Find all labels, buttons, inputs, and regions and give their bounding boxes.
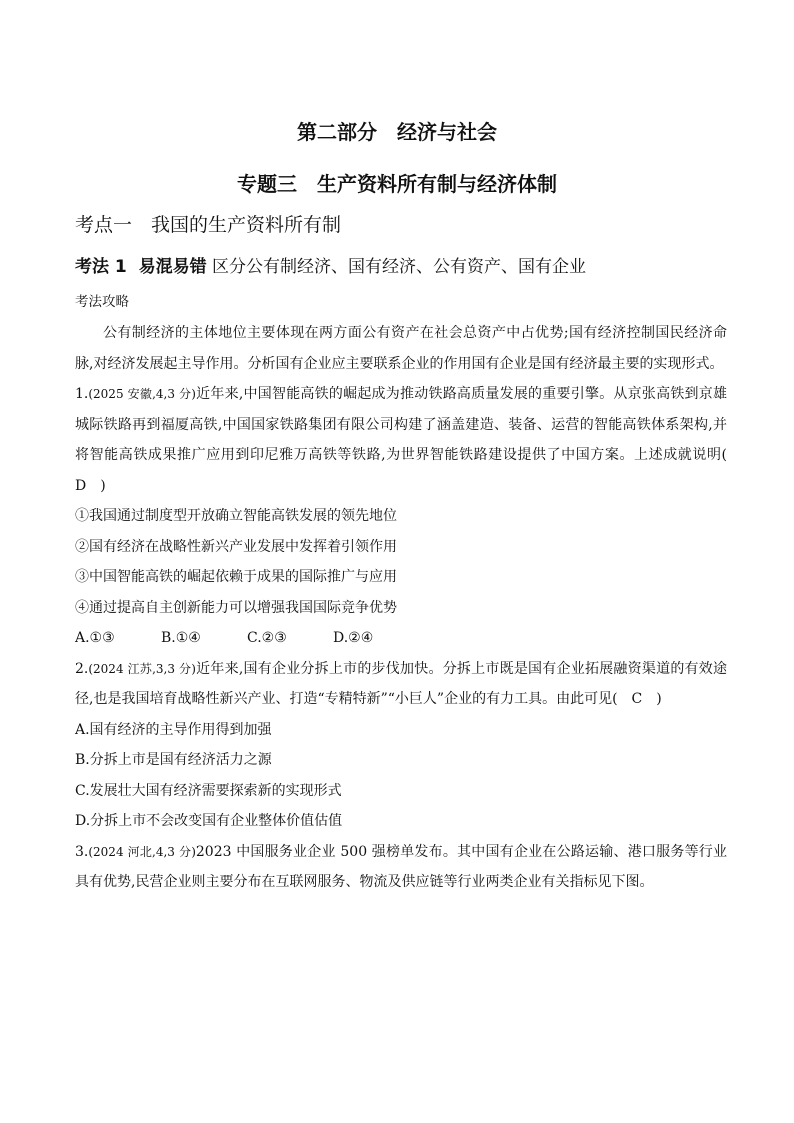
question-stem: 2023 中国服务业企业 500 强榜单发布。其中国有企业在公路运输、港口服务等行业具有优势,民营企业则主要分布在互联网服务、物流及供应链等行业两类企业有关指标见下图。 xyxy=(75,843,728,890)
answer-choices xyxy=(75,623,727,654)
question-1 xyxy=(75,379,741,501)
statement-item: ③中国智能高铁的崛起依赖于成果的国际推广与应用 xyxy=(75,569,397,585)
option-b: B.分拆上市是国有经济活力之源 xyxy=(75,752,272,768)
strategy-label: 考法攻略 xyxy=(75,294,129,310)
choice-c: C.②③ xyxy=(247,630,287,646)
question-source: (2024 河北,4,3 分) xyxy=(88,844,196,859)
question-source: (2024 江苏,3,3 分) xyxy=(88,661,196,676)
point-title: 考点一 我国的生产资料所有制 xyxy=(75,214,342,236)
choice-d: D.②④ xyxy=(333,630,374,646)
statement-item: ②国有经济在战略性新兴产业发展中发挥着引领作用 xyxy=(75,538,397,555)
question-stem: 近年来,中国智能高铁的崛起成为推动铁路高质量发展的重要引擎。从京张高铁到京雄城际铁路再到福厦高铁,中国国家铁路集团有限公司构建了涵盖建造、装备、运营的智能高铁体系架构,并将智能高铁成果推广应用到印尼雅万高铁等铁路,为世界智能铁路建设提供了中国方案。上述成就说明( D ) xyxy=(75,386,741,494)
question-stem: 近年来,国有企业分拆上市的步伐加快。分拆上市既是国有企业拓展融资渠道的有效途径,也是我国培育战略性新兴产业、打造“专精特新”“小巨人”企业的有力工具。由此可见( C ) xyxy=(75,660,728,707)
option-c: C.发展壮大国有经济需要探索新的实现形式 xyxy=(75,782,342,799)
question-3 xyxy=(75,837,727,898)
strategy-paragraph: 公有制经济的主体地位主要体现在两方面公有资产在社会总资产中占优势;国有经济控制国民经济命脉,对经济发展起主导作用。分析国有企业应主要联系企业的作用国有企业是国有经济最主要的实现形式。 xyxy=(75,325,727,372)
question-number: 2. xyxy=(75,660,89,677)
method-title xyxy=(75,252,586,277)
question-2 xyxy=(75,654,727,715)
choice-b: B.①④ xyxy=(161,630,201,646)
option-d: D.分拆上市不会改变国有企业整体价值估值 xyxy=(75,813,343,829)
method-label: 考法 1 易混易错 xyxy=(75,257,207,277)
document-body xyxy=(75,318,741,898)
topic-title: 专题三 生产资料所有制与经济体制 xyxy=(237,172,557,196)
question-number: 3. xyxy=(75,843,89,860)
part-title: 第二部分 经济与社会 xyxy=(297,120,497,144)
option-a: A.国有经济的主导作用得到加强 xyxy=(75,721,272,738)
method-text: 区分公有制经济、国有经济、公有资产、国有企业 xyxy=(206,257,586,277)
question-source: (2025 安徽,4,3 分) xyxy=(88,387,196,401)
choice-a: A.①③ xyxy=(75,630,115,646)
statement-item: ④通过提高自主创新能力可以增强我国国际竞争优势 xyxy=(75,599,397,616)
statement-item: ①我国通过制度型开放确立智能高铁发展的领先地位 xyxy=(75,508,397,524)
question-number: 1. xyxy=(75,386,89,402)
